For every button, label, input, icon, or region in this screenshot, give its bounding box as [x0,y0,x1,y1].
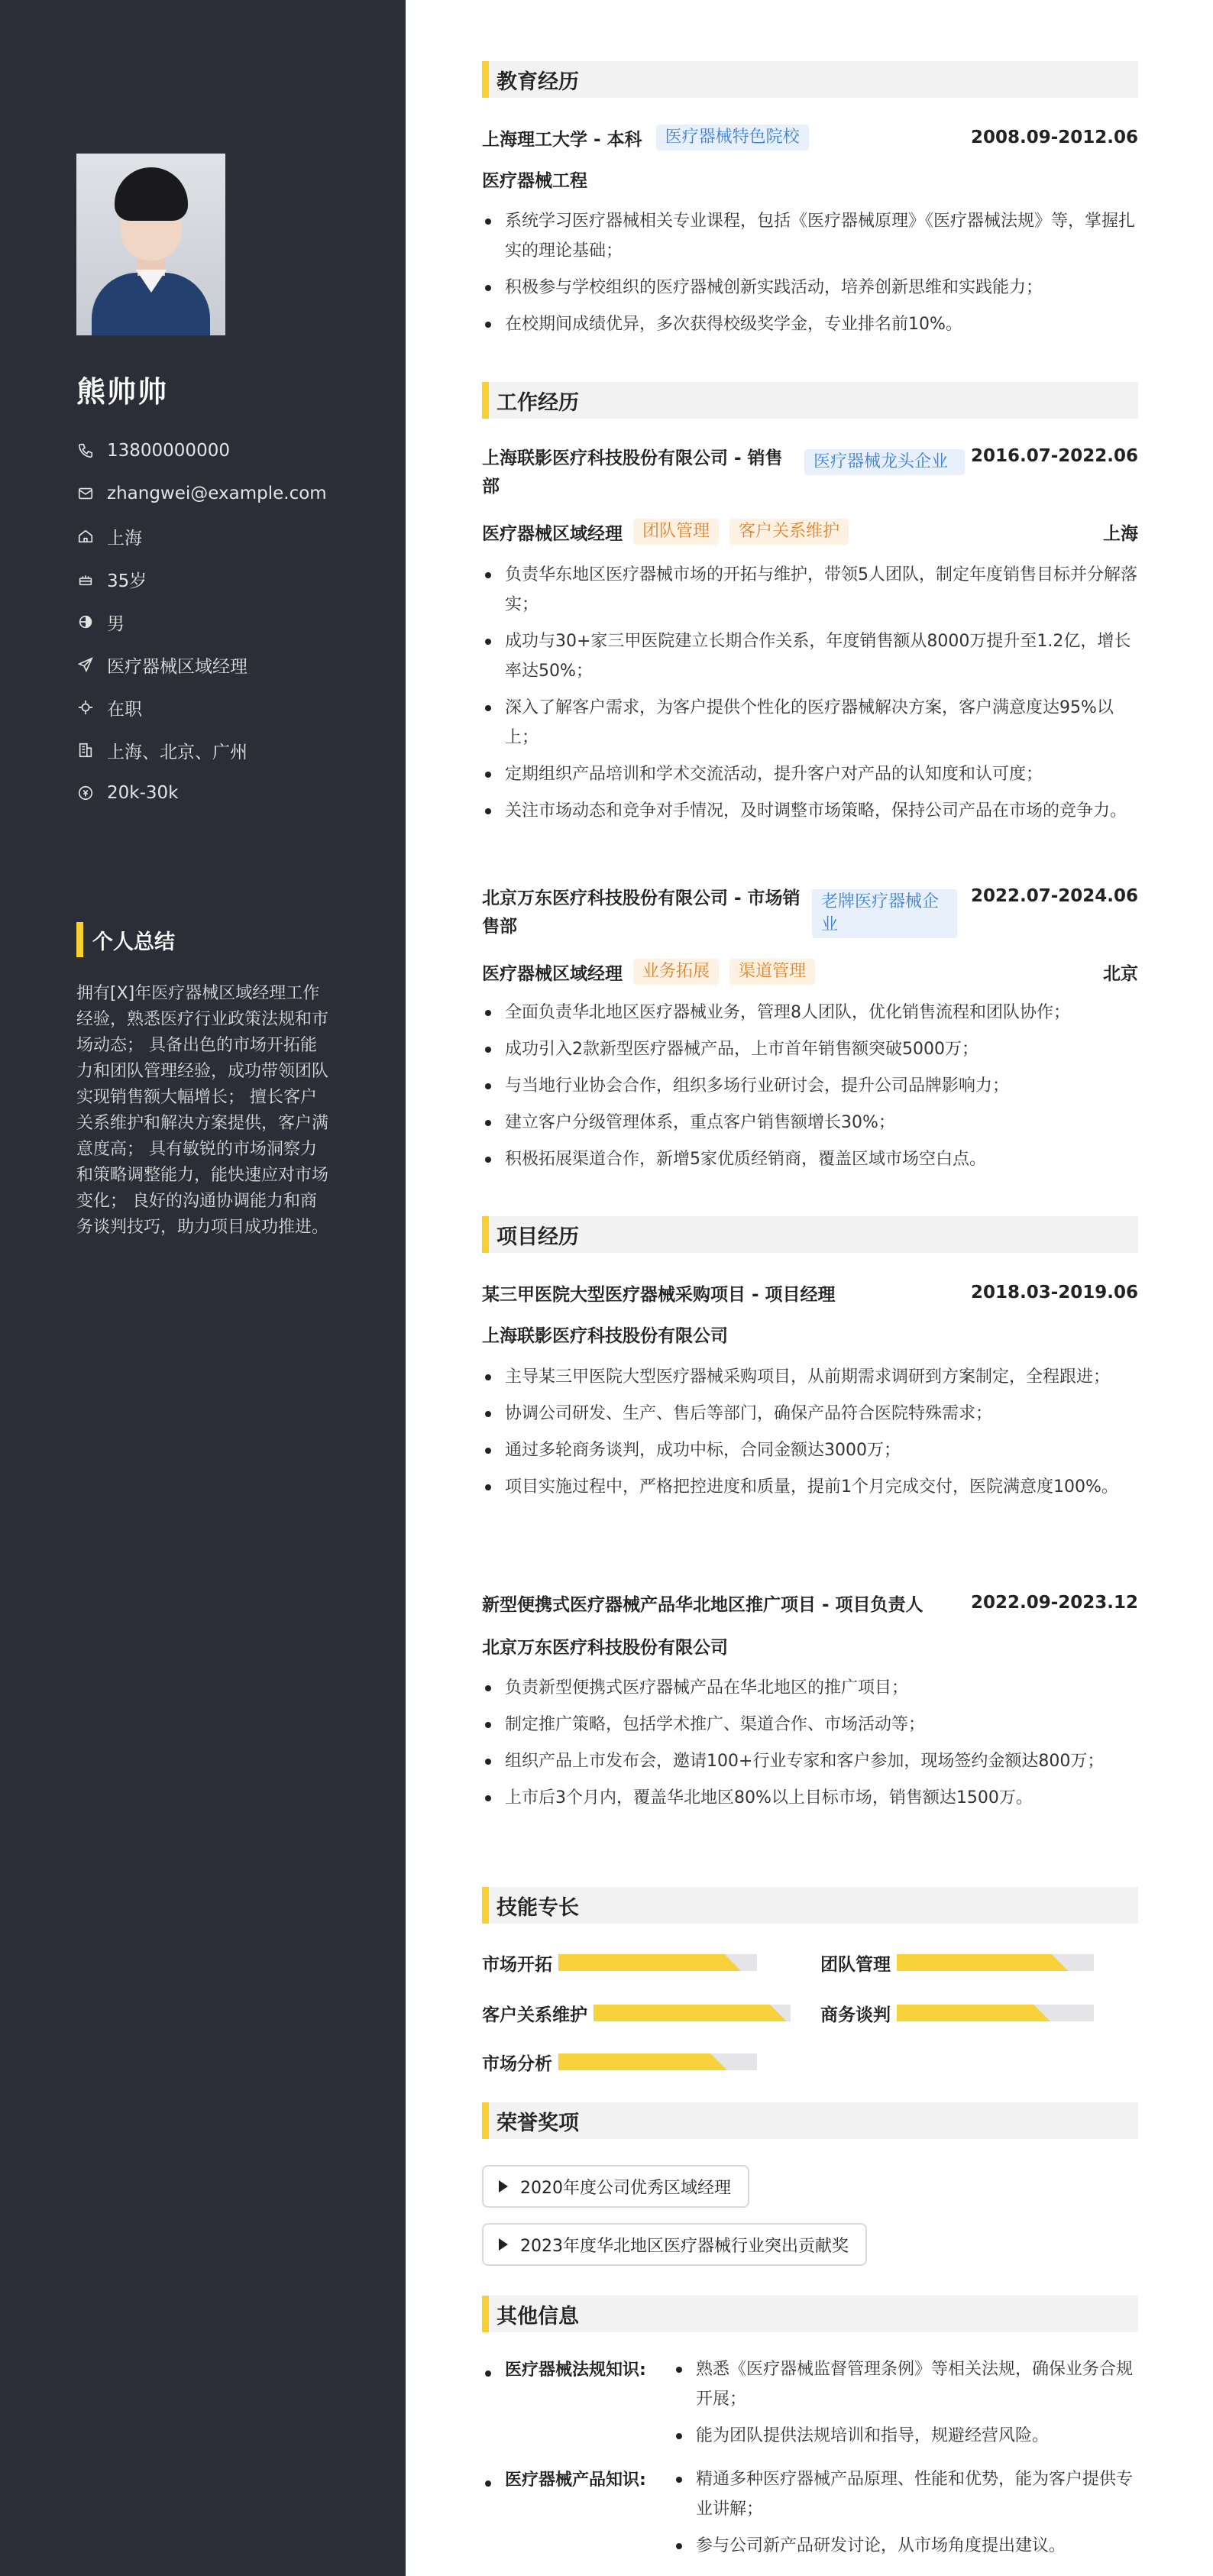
sidebar [0,0,406,2576]
status-icon [76,698,95,717]
list-item: 全面负责华北地区医疗器械业务，管理8人团队，优化销售流程和团队协作； [482,998,1138,1027]
school-tag: 医疗器械特色院校 [656,125,809,150]
list-item: 熟悉《医疗器械监督管理条例》等相关法规，确保业务合规开展； [673,2354,1138,2414]
home-icon [76,527,95,545]
info-salary: 20k-30k [76,772,327,814]
list-item: 负责新型便携式医疗器械产品在华北地区的推广项目； [482,1673,1138,1703]
profile-photo [76,154,225,335]
skill-tag: 客户关系维护 [729,519,849,545]
other-list-1 [673,2354,1138,2458]
job-1-header [482,445,1138,501]
cake-icon [76,570,95,588]
job-city: 北京 [1103,963,1138,984]
project-name: 新型便携式医疗器械产品华北地区推广项目 - 项目负责人 [482,1594,923,1615]
triangle-icon [499,2238,508,2251]
company-tag: 老牌医疗器械企业 [812,889,957,938]
list-item: 主导某三甲医院大型医疗器械采购项目，从前期需求调研到方案制定，全程跟进； [482,1362,1138,1392]
summary-text: 拥有[X]年医疗器械区域经理工作经验，熟悉医疗行业政策法规和市场动态； 具备出色的市场开拓能力和团队管理经验，成功带领团队实现销售额大幅增长； 擅长客户关系维护和解决方案提供，客户满意度高； 具有敏锐的市场洞察力和策略调整能力，能快速应对市场变化； 良好的沟通协调能力和商务谈判技巧，助力项目成功推进。 [76,984,329,1237]
list-item: 负责华东地区医疗器械市场的开拓与维护，带领5人团队，制定年度销售目标并分解落实； [482,560,1138,620]
skill-tag: 业务拓展 [633,959,719,985]
list-item: 上市后3个月内，覆盖华北地区80%以上目标市场，销售额达1500万。 [482,1783,1138,1813]
list-item: 系统学习医疗器械相关专业课程，包括《医疗器械原理》《医疗器械法规》等，掌握扎实的理论基础； [482,206,1138,266]
mail-icon [76,484,95,503]
info-cities: 上海、北京、广州 [76,729,327,772]
award-item: 2023年度华北地区医疗器械行业突出贡献奖 [482,2223,867,2266]
skill-bar: 市场开拓 [482,1951,757,1974]
awards-heading: 荣誉奖项 [482,2102,1138,2139]
info-status: 在职 [76,686,327,729]
skill-bar: 市场分析 [482,2050,757,2073]
info-gender: 男 [76,600,327,643]
project-period: 2018.03-2019.06 [970,1283,1138,1303]
work-heading: 工作经历 [482,382,1138,419]
info-position: 医疗器械区域经理 [76,643,327,686]
phone-icon [76,442,95,460]
list-item: 项目实施过程中，严格把控进度和质量，提前1个月完成交付，医院满意度100%。 [482,1472,1138,1502]
list-item: 成功引入2款新型医疗器械产品，上市首年销售额突破5000万； [482,1034,1138,1064]
project-org: 上海联影医疗科技股份有限公司 [482,1326,728,1346]
job-period: 2016.07-2022.06 [970,446,1138,466]
job-2-list [482,998,1138,1181]
summary-heading: 个人总结 [76,921,175,958]
list-item: 成功与30+家三甲医院建立长期合作关系，年度销售额从8000万提升至1.2亿，增长率达50%； [482,626,1138,686]
project-1-header [482,1279,1138,1306]
company-name: 北京万东医疗科技股份有限公司 - 市场销售部 [482,888,801,937]
info-phone: 13800000000 [76,429,327,472]
list-item: 协调公司研发、生产、售后等部门，确保产品符合医院特殊需求； [482,1399,1138,1429]
list-item: 积极拓展渠道合作，新增5家优质经销商，覆盖区域市场空白点。 [482,1144,1138,1174]
contact-info-list [76,429,327,814]
building-icon [76,741,95,759]
education-period: 2008.09-2012.06 [970,128,1138,147]
job-1-role: 医疗器械区域经理 团队管理 客户关系维护 上海 [482,518,1138,545]
list-item: 关注市场动态和竞争对手情况，及时调整市场策略，保持公司产品在市场的竞争力。 [482,796,1138,826]
project-org: 北京万东医疗科技股份有限公司 [482,1638,728,1658]
money-icon [76,784,95,802]
other-list-2 [673,2464,1138,2568]
skill-bar: 客户关系维护 [482,2002,791,2024]
skill-bar: 团队管理 [820,1951,1094,1974]
company-tag: 医疗器械龙头企业 [804,449,965,475]
list-item: 建立客户分级管理体系，重点客户销售额增长30%； [482,1108,1138,1138]
education-list [482,206,1138,346]
other-label: 医疗器械法规知识: [505,2361,646,2380]
company-name: 上海联影医疗科技股份有限公司 - 销售部 [482,448,783,497]
skill-tag: 团队管理 [633,519,719,545]
info-email: zhangwei@example.com [76,472,327,515]
skill-bar: 商务谈判 [820,2002,1094,2024]
award-item: 2020年度公司优秀区域经理 [482,2165,749,2208]
school-name: 上海理工大学 - 本科 [482,129,642,150]
list-item: 深入了解客户需求，为客户提供个性化的医疗器械解决方案，客户满意度达95%以上； [482,693,1138,752]
major: 医疗器械工程 [482,171,587,191]
list-item: 定期组织产品培训和学术交流活动，提升客户对产品的认知度和认可度； [482,759,1138,789]
projects-heading: 项目经历 [482,1216,1138,1253]
profile-name: 熊帅帅 [76,375,169,409]
gender-icon [76,613,95,631]
info-age: 35岁 [76,558,327,600]
other-heading: 其他信息 [482,2296,1138,2332]
list-item: 积极参与学校组织的医疗器械创新实践活动，培养创新思维和实践能力； [482,273,1138,303]
job-city: 上海 [1103,523,1138,544]
job-period: 2022.07-2024.06 [970,886,1138,906]
list-item: 在校期间成绩优异，多次获得校级奖学金，专业排名前10%。 [482,309,1138,339]
project-name: 某三甲医院大型医疗器械采购项目 - 项目经理 [482,1284,836,1305]
list-item: 能为团队提供法规培训和指导，规避经营风险。 [673,2421,1138,2451]
info-location: 上海 [76,515,327,558]
job-1-list [482,560,1138,833]
project-2-list [482,1673,1138,1820]
job-2-role: 医疗器械区域经理 业务拓展 渠道管理 北京 [482,958,1138,985]
project-2-header [482,1589,1138,1616]
list-item: 组织产品上市发布会，邀请100+行业专家和客户参加，现场签约金额达800万； [482,1746,1138,1776]
education-header [482,124,1138,151]
skills-heading: 技能专长 [482,1887,1138,1924]
skill-tag: 渠道管理 [729,959,815,985]
list-item: 通过多轮商务谈判，成功中标，合同金额达3000万； [482,1435,1138,1465]
triangle-icon [499,2180,508,2193]
list-item: 与当地行业协会合作，组织多场行业研讨会，提升公司品牌影响力； [482,1071,1138,1101]
list-item: 精通多种医疗器械产品原理、性能和优势，能为客户提供专业讲解； [673,2464,1138,2524]
job-2-header [482,885,1138,941]
send-icon [76,655,95,674]
list-item: 参与公司新产品研发讨论，从市场角度提出建议。 [673,2531,1138,2561]
project-1-list [482,1362,1138,1509]
education-heading: 教育经历 [482,61,1138,98]
other-label: 医疗器械产品知识: [505,2471,646,2490]
list-item: 制定推广策略，包括学术推广、渠道合作、市场活动等； [482,1710,1138,1739]
project-period: 2022.09-2023.12 [970,1593,1138,1613]
